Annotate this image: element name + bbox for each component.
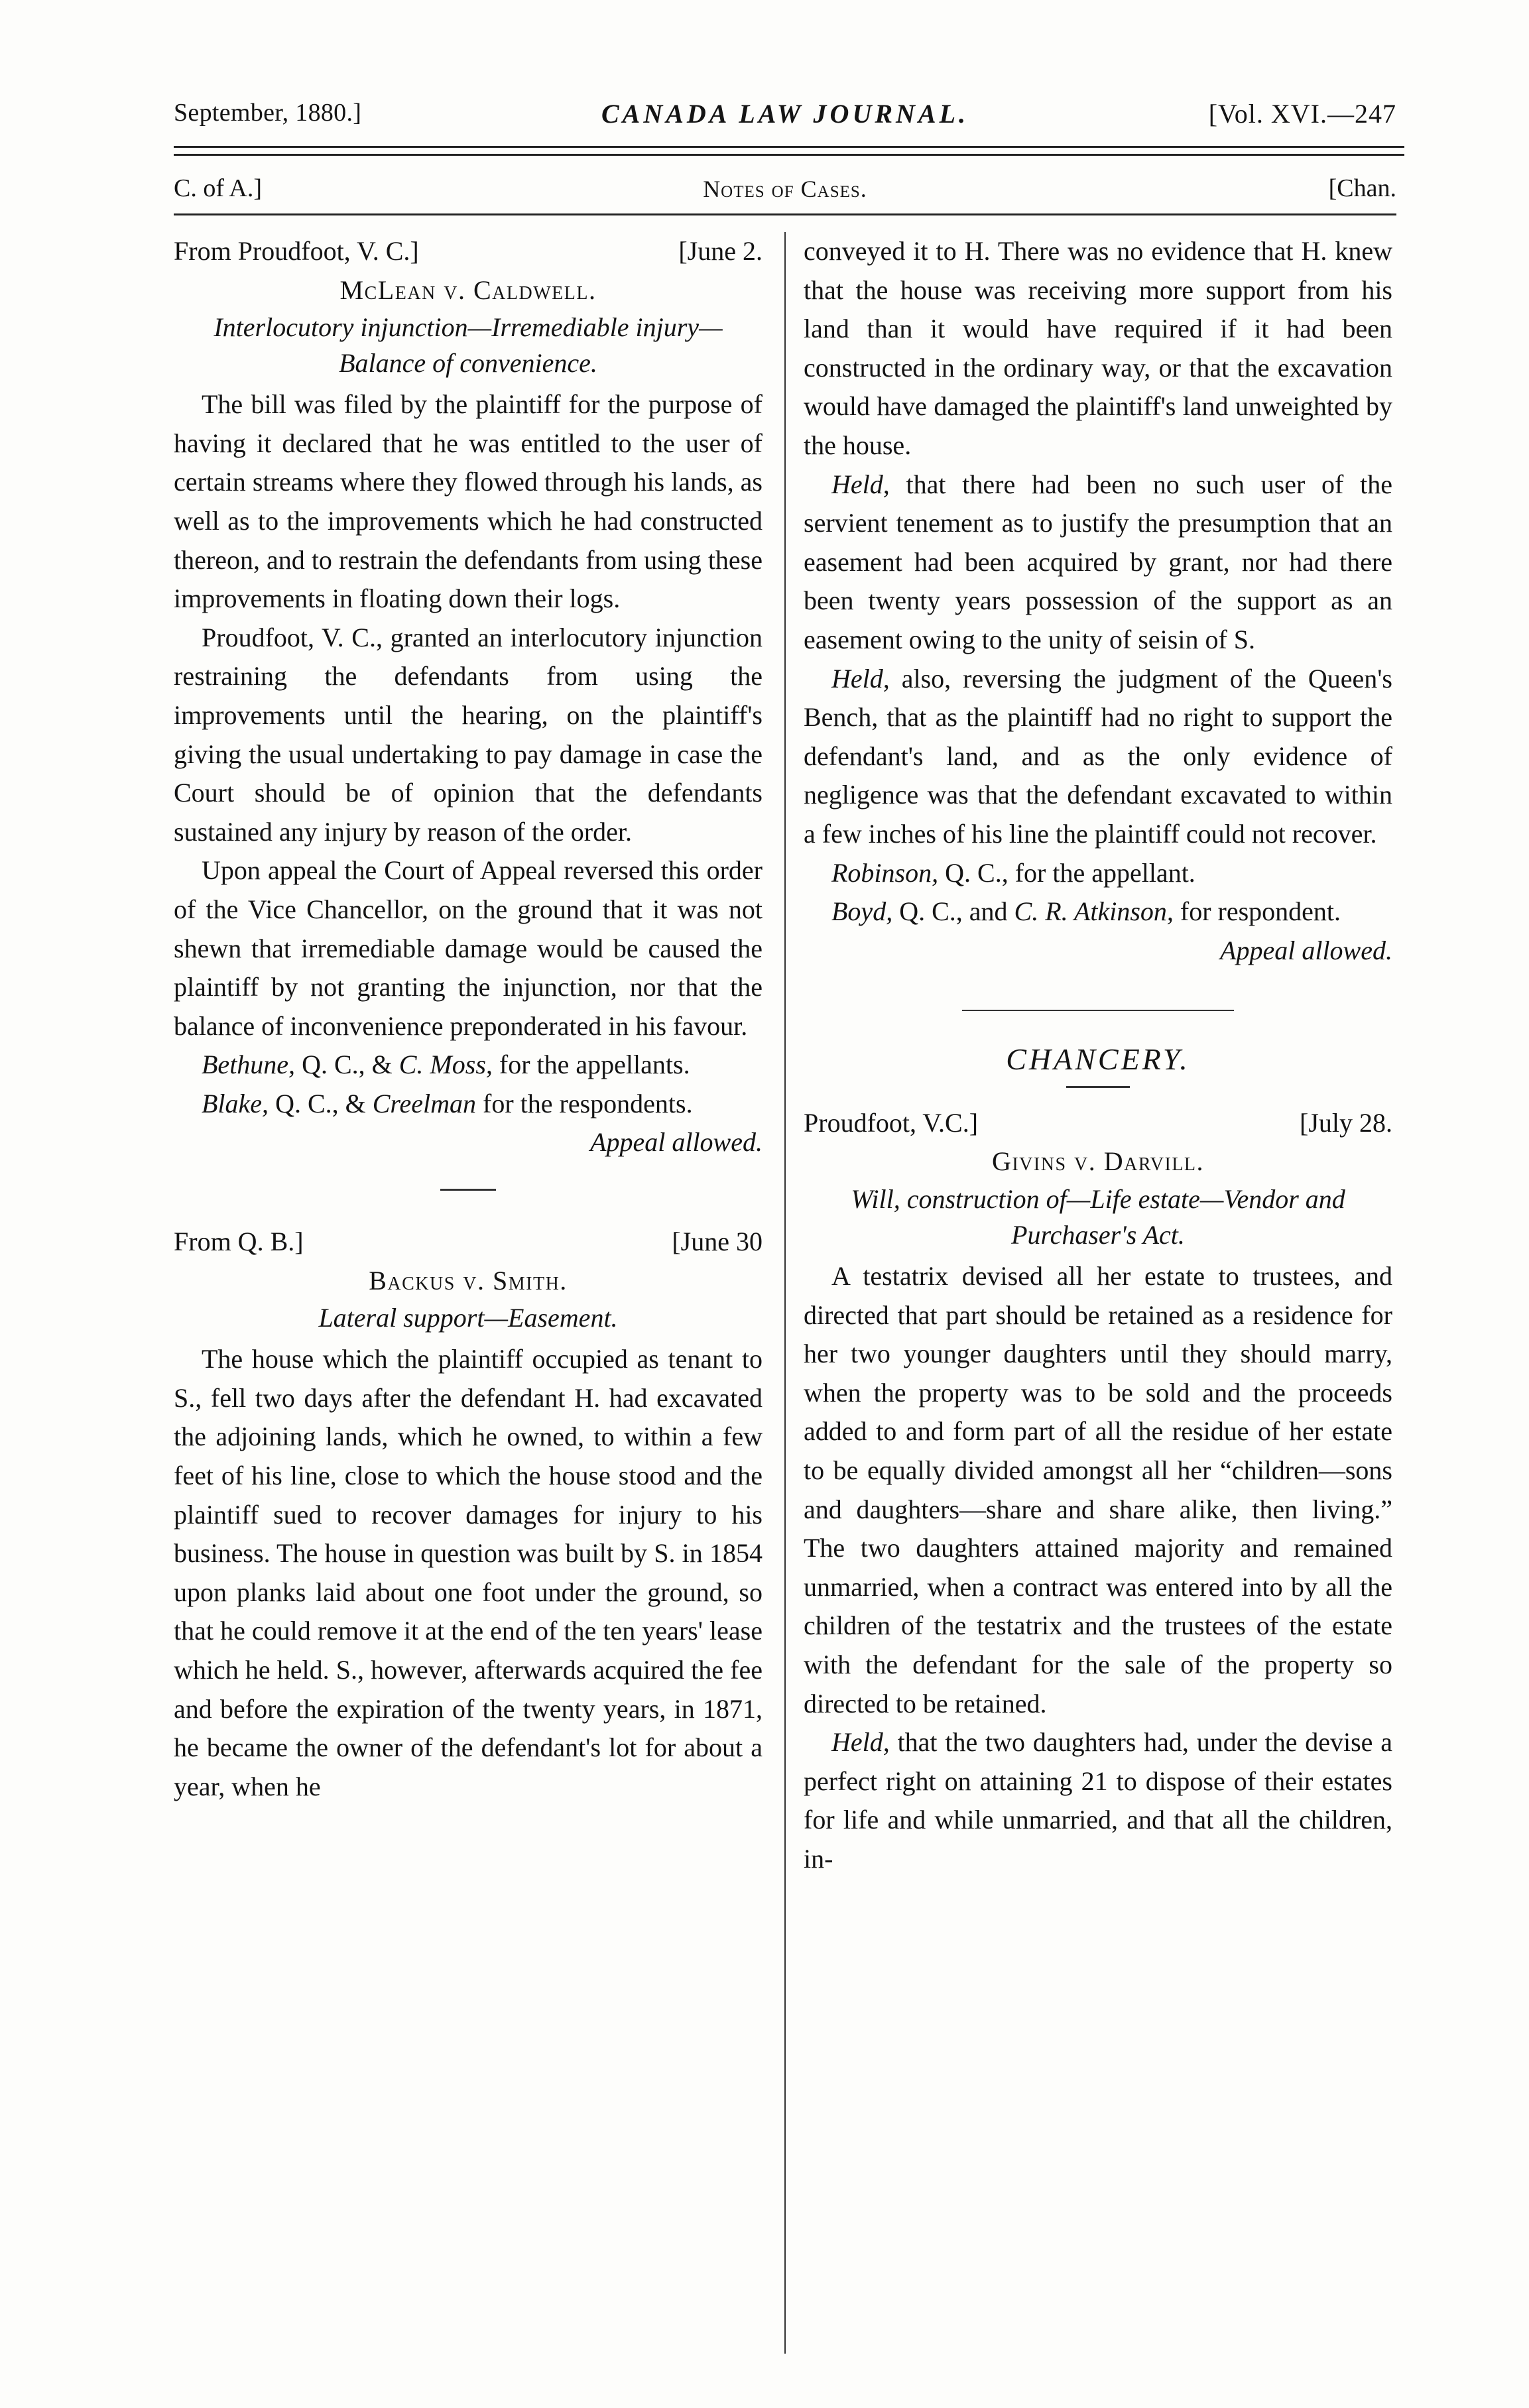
held-text: that the two daughters had, under the devise a perfect right on attaining 21 to dispose of their estates for life and while unmarried, and that all the children, in-: [804, 1727, 1392, 1874]
case-separator: [440, 1189, 496, 1191]
case-paragraph: Proudfoot, V. C., granted an interlocutory injunction restraining the defendants from using the improvements until the hearing, on the plaintiff's giving the usual undertaking to pay damage in case the Court should be of opinion that the defendants sustained any injury by reason of the order.: [174, 622, 763, 847]
counsel-text: Q. C., for the appellant.: [938, 857, 1195, 888]
held-text: also, reversing the judgment of the Queen's Bench, that as the plaintiff had no right to support the defendant's land, and as the only evidence of negligence was that the defendant excavated to within a few inches of his line the plaintiff could not recover.: [804, 663, 1392, 849]
column-divider: [784, 232, 786, 2354]
counsel-text: for the respondents.: [476, 1088, 693, 1118]
held-label: Held,: [831, 1727, 890, 1758]
case-headnote: Interlocutory injunction—Irremediable injury—Balance of convenience.: [214, 312, 723, 379]
held-paragraph: [804, 660, 1392, 854]
counsel-text: Q. C., &: [295, 1050, 399, 1080]
case-result: Appeal allowed.: [1220, 935, 1392, 965]
case-paragraph: Upon appeal the Court of Appeal reversed this order of the Vice Chancellor, on the ground that it was not shewn that irremediable damage would be caused the plaintiff by not granting the injunction, nor that the balance of inconvenience preponderated in his favour.: [174, 855, 763, 1041]
counsel-text: for respondent.: [1173, 896, 1341, 927]
section-rule: [174, 213, 1396, 215]
case-title: Backus v. Smith.: [369, 1265, 568, 1295]
case-result: Appeal allowed.: [590, 1127, 763, 1158]
case-date: [June 2.: [678, 236, 763, 266]
case-court-line: [174, 232, 763, 271]
case-title: Givins v. Darvill.: [991, 1146, 1205, 1177]
heading-rule: [1066, 1086, 1130, 1088]
case-title: McLean v. Caldwell.: [339, 274, 597, 305]
held-paragraph: [804, 465, 1392, 660]
case-court-line: [174, 1223, 763, 1262]
case-paragraph: The bill was filed by the plaintiff for the purpose of having it declared that he was entitled to the user of certain streams where they flowed through his lands, as well as to the improvements which he had constructed thereon, and to restrain the defendants from using these improvements in floating down their logs.: [174, 389, 763, 614]
header-double-rule: [174, 146, 1404, 156]
counsel-name: Blake,: [202, 1088, 269, 1118]
case-court: From Proudfoot, V. C.]: [174, 236, 419, 266]
left-column: [174, 232, 763, 1806]
case-headnote: Will, construction of—Life estate—Vendor and Purchaser's Act.: [851, 1184, 1345, 1250]
journal-title: CANADA LAW JOURNAL.: [601, 99, 969, 129]
held-text: that there had been no such user of the servient tenement as to justify the presumption that an easement had been acquired by grant, nor had there been twenty years possession of the support as an easement owing to the unity of seisin of S.: [804, 469, 1392, 654]
running-head: [174, 98, 1396, 141]
counsel-text: Q. C., and: [892, 896, 1014, 927]
right-column: [804, 232, 1392, 1879]
counsel-name: Bethune,: [202, 1050, 296, 1080]
case-headnote: Lateral support—Easement.: [318, 1303, 618, 1333]
counsel-text: Q. C., &: [269, 1088, 373, 1118]
case-paragraph: The house which the plaintiff occupied as tenant to S., fell two days after the defendant H. had excavated the adjoining lands, which he owned, to within a few feet of his line, close to which the house stood and the plaintiff sued to recover damages for injury to his business. The house in question was built by S. in 1854 upon planks laid about one foot under the ground, so that he could remove it at the end of the ten years' lease which he held. S., however, afterwards acquired the fee and before the expiration of the twenty years, in 1871, he became the owner of the defendant's lot for about a year, when he: [174, 1344, 763, 1801]
counsel-name: C. Moss,: [398, 1050, 493, 1080]
held-paragraph: [804, 1723, 1392, 1878]
counsel-name: Robinson,: [831, 857, 939, 888]
case-date: [June 30: [672, 1227, 763, 1257]
counsel-name: C. R. Atkinson,: [1014, 896, 1174, 927]
section-court-right: [Chan.: [1328, 174, 1396, 202]
counsel-line: [174, 1046, 763, 1085]
section-court-left: C. of A.]: [174, 174, 262, 202]
held-label: Held,: [831, 663, 890, 693]
counsel-name: Creelman: [372, 1088, 477, 1118]
volume-page: [Vol. XVI.—247: [1208, 99, 1396, 129]
counsel-line: [174, 1085, 763, 1124]
section-separator: [962, 1010, 1234, 1011]
section-header: [174, 174, 1396, 208]
case-paragraph: conveyed it to H. There was no evidence that H. knew that the house was receiving more support from his land than it would have required if it had been constructed in the ordinary way, or that the excavation would have damaged the plaintiff's land unweighted by the house.: [804, 236, 1392, 460]
case-court-line: [804, 1104, 1392, 1143]
held-label: Held,: [831, 469, 890, 499]
division-heading: CHANCERY.: [1006, 1042, 1190, 1077]
case-court: From Q. B.]: [174, 1227, 304, 1257]
issue-date: September, 1880.]: [174, 99, 362, 127]
counsel-line: [804, 854, 1392, 893]
case-paragraph: A testatrix devised all her estate to trustees, and directed that part should be retained as a residence for her two younger daughters until they should marry, when the property was to be sold and the proceeds added to and form part of all the residue of her estate to be equally divided amongst all her “children—sons and daughters—share and share alike, then living.” The two daughters attained majority and remained unmarried, when a contract was entered into by all the children of the testatrix and the trustees of the estate with the defendant for the sale of the property so directed to be retained.: [804, 1261, 1392, 1718]
counsel-text: for the appellants.: [492, 1050, 690, 1080]
counsel-name: Boyd,: [831, 896, 893, 927]
case-court: Proudfoot, V.C.]: [804, 1107, 979, 1138]
section-title: Notes of Cases.: [703, 176, 867, 202]
counsel-line: [804, 892, 1392, 932]
case-date: [July 28.: [1300, 1107, 1392, 1138]
